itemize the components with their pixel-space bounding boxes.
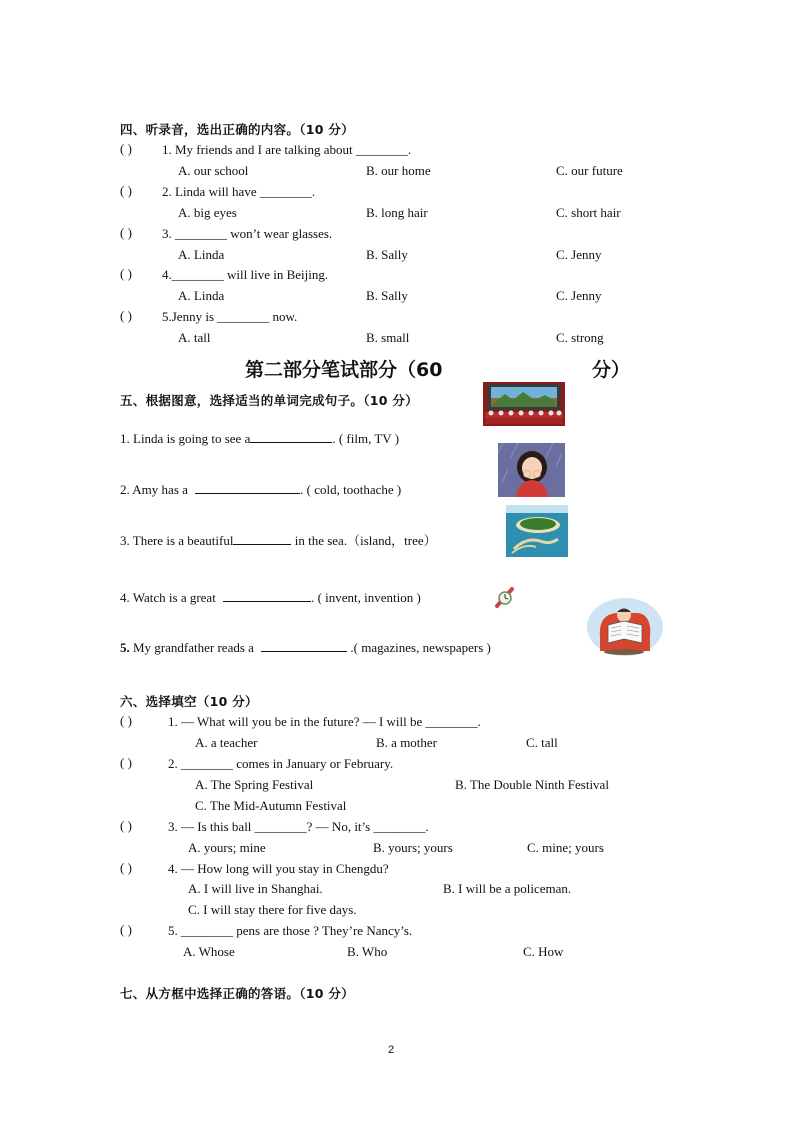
section4-title: 四、听录音，选出正确的内容。（10 分） xyxy=(120,122,354,137)
question-text: 1. My friends and I are talking about ________. xyxy=(162,142,412,157)
option-c: C. our future xyxy=(556,163,623,178)
question-text: 2. ________ comes in January or February. xyxy=(168,756,394,771)
option-a: A. Linda xyxy=(178,247,225,262)
option-b: B. The Double Ninth Festival xyxy=(455,777,609,792)
option-b: B. Who xyxy=(347,944,388,959)
watch-picture xyxy=(494,586,518,612)
sentence-start: Linda is going to see a xyxy=(133,431,251,446)
section7-title: 七、从方框中选择正确的答语。（10 分） xyxy=(120,986,354,1001)
option-c: C. Jenny xyxy=(556,288,602,303)
option-a: A. big eyes xyxy=(178,205,237,220)
option-a: A. a teacher xyxy=(195,735,258,750)
option-c: C. The Mid-Autumn Festival xyxy=(195,798,347,813)
section5-q1 xyxy=(120,430,399,448)
answer-blank[interactable] xyxy=(233,532,291,545)
question-text: 3. ________ won’t wear glasses. xyxy=(162,226,333,241)
option-b: B. Sally xyxy=(366,288,408,303)
newspaper-reader-picture xyxy=(586,597,664,657)
item-number: 5. xyxy=(120,640,130,655)
option-b: B. yours; yours xyxy=(373,840,453,855)
sentence-end: . ( cold, toothache ) xyxy=(300,482,402,497)
sentence-start: My grandfather reads a xyxy=(133,640,258,655)
answer-paren: ( ) xyxy=(120,183,132,198)
item-number: 2. xyxy=(120,482,130,497)
option-c: C. strong xyxy=(556,330,604,345)
option-b: B. I will be a policeman. xyxy=(443,881,572,896)
option-c: C. I will stay there for five days. xyxy=(188,902,357,917)
option-b: B. long hair xyxy=(366,205,428,220)
answer-paren: ( ) xyxy=(120,818,132,833)
sentence-start: Amy has a xyxy=(132,482,192,497)
option-b: B. a mother xyxy=(376,735,438,750)
cinema-picture xyxy=(483,382,565,426)
answer-paren: ( ) xyxy=(120,860,132,875)
sentence-start: There is a beautiful xyxy=(132,533,234,548)
section5-q5 xyxy=(120,639,491,657)
option-c: C. Jenny xyxy=(556,247,602,262)
sentence-start: Watch is a great xyxy=(132,590,220,605)
option-c: C. mine; yours xyxy=(527,840,604,855)
answer-paren: ( ) xyxy=(120,922,132,937)
part2-title xyxy=(245,355,630,383)
question-text: 5. ________ pens are those ? They’re Nancy’s. xyxy=(168,923,413,938)
answer-blank[interactable] xyxy=(223,589,311,602)
option-b: B. Sally xyxy=(366,247,408,262)
section5-q3 xyxy=(120,532,437,550)
sentence-end: . ( film, TV ) xyxy=(332,431,400,446)
option-a: A. our school xyxy=(178,163,249,178)
option-c: C. tall xyxy=(526,735,558,750)
question-text: 3. — Is this ball ________? — No, it’s ________. xyxy=(168,819,429,834)
option-a: A. Whose xyxy=(183,944,235,959)
question-text: 5.Jenny is ________ now. xyxy=(162,309,298,324)
answer-paren: ( ) xyxy=(120,755,132,770)
sentence-end: .( magazines, newspapers ) xyxy=(347,640,491,655)
question-text: 4.________ will live in Beijing. xyxy=(162,267,329,282)
island-picture xyxy=(506,505,568,557)
section5-q4 xyxy=(120,589,421,607)
item-number: 4. xyxy=(120,590,130,605)
item-number: 3. xyxy=(120,533,130,548)
section5-title: 五、根据图意，选择适当的单词完成句子。（10 分） xyxy=(120,393,418,408)
answer-paren: ( ) xyxy=(120,225,132,240)
sentence-end: in the sea.（island，tree） xyxy=(291,533,437,548)
question-text: 4. — How long will you stay in Chengdu? xyxy=(168,861,389,876)
item-number: 1. xyxy=(120,431,130,446)
part2-title-right: 分） xyxy=(591,359,630,381)
option-c: C. How xyxy=(523,944,564,959)
toothache-girl-picture xyxy=(498,443,565,497)
answer-paren: ( ) xyxy=(120,266,132,281)
answer-blank[interactable] xyxy=(261,639,347,652)
page-number: 2 xyxy=(388,1044,395,1056)
answer-paren: ( ) xyxy=(120,141,132,156)
option-c: C. short hair xyxy=(556,205,621,220)
question-text: 1. — What will you be in the future? — I will be ________. xyxy=(168,714,481,729)
option-b: B. small xyxy=(366,330,410,345)
answer-blank[interactable] xyxy=(195,481,300,494)
option-a: A. tall xyxy=(178,330,211,345)
part2-title-left: 第二部分笔试部分（60 xyxy=(245,359,443,381)
answer-blank[interactable] xyxy=(250,430,332,443)
option-a: A. I will live in Shanghai. xyxy=(188,881,323,896)
option-a: A. yours; mine xyxy=(188,840,266,855)
option-b: B. our home xyxy=(366,163,431,178)
section6-title: 六、选择填空（10 分） xyxy=(120,694,258,709)
section5-q2 xyxy=(120,481,401,499)
sentence-end: . ( invent, invention ) xyxy=(311,590,421,605)
option-a: A. Linda xyxy=(178,288,225,303)
answer-paren: ( ) xyxy=(120,713,132,728)
option-a: A. The Spring Festival xyxy=(195,777,314,792)
question-text: 2. Linda will have ________. xyxy=(162,184,316,199)
answer-paren: ( ) xyxy=(120,308,132,323)
